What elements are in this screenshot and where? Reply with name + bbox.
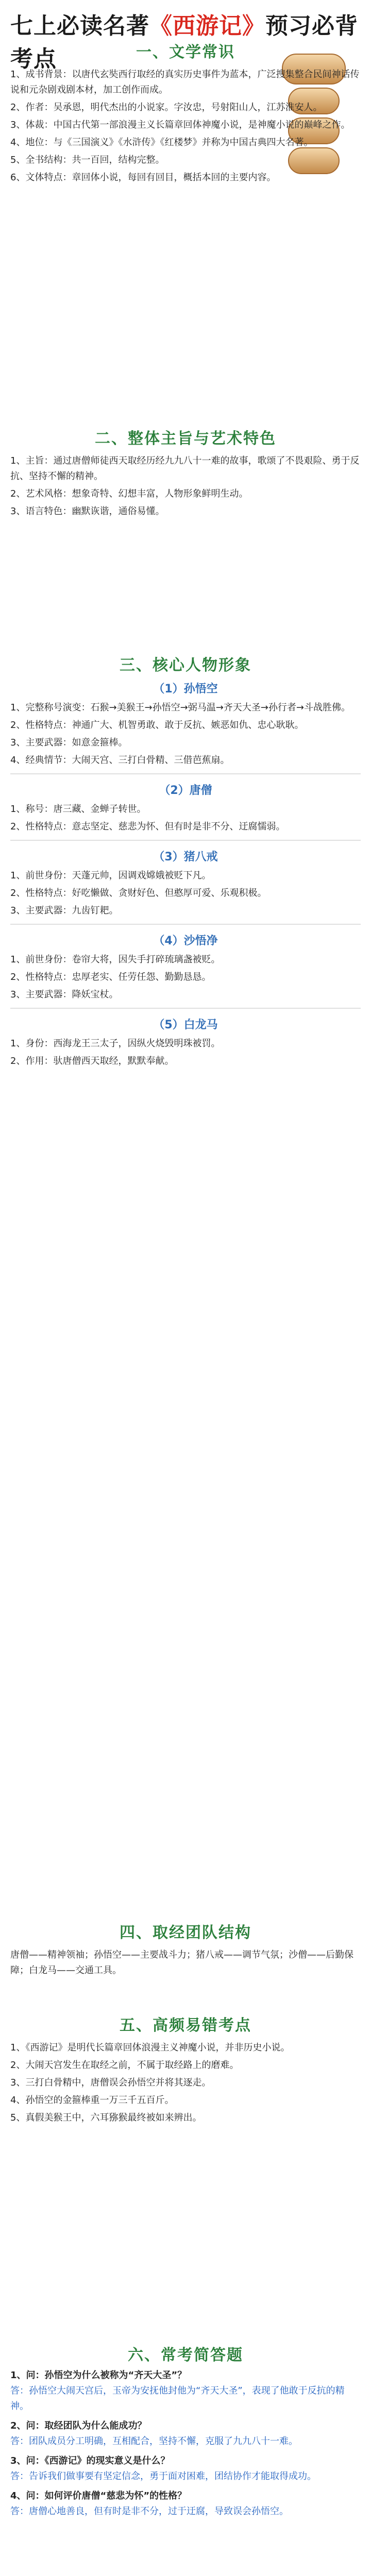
section-1-item-3: 3、体裁：中国古代第一部浪漫主义长篇章回体神魔小说，是神魔小说的巅峰之作。 [10,120,350,130]
qa-question-4: 4、问：如何评价唐僧“慈悲为怀”的性格？ [10,2490,187,2501]
section-2-item-3: 3、语言特色：幽默诙谐，通俗易懂。 [10,506,165,517]
sunwukong-item-4: 4、经典情节：大闹天宫、三打白骨精、三借芭蕉扇。 [10,755,230,766]
title-suffix: 预习必背考点 [10,13,358,72]
section-4-item-1: 唐僧——精神领袖；孙悟空——主要战斗力；猪八戒——调节气氛；沙僧——后勤保障；白龙马——交通工具。 [10,1950,353,1976]
subsection-title-zhubajie: （3）猪八戒 [153,851,218,863]
qa-answer-3: 答：告诉我们做事要有坚定信念，勇于面对困难，团结协作才能取得成功。 [10,2471,316,2482]
section-5-item-4: 4、孙悟空的金箍棒重一万三千五百斤。 [10,2095,174,2106]
section-2-item-1: 1、主旨：通过唐僧师徒西天取经历经九九八十一难的故事，歌颂了不畏艰险、勇于反抗、坚持不懈的精神。 [10,455,360,482]
qa-answer-4: 答：唐僧心地善良，但有时是非不分，过于迂腐，导致误会孙悟空。 [10,2506,289,2517]
title-book: 《西游记》 [149,13,265,39]
tangseng-item-1: 1、称号：唐三藏、金蝉子转世。 [10,804,146,815]
divider [10,924,361,925]
section-1-item-6: 6、文体特点：章回体小说，每回有回目，概括本回的主要内容。 [10,172,276,183]
divider [10,773,361,774]
section-title: 五、高频易错考点 [120,2016,251,2035]
qa-question-1: 1、问：孙悟空为什么被称为“齐天大圣”？ [10,2370,187,2381]
sunwukong-item-1: 1、完整称号演变：石猴→美猴王→孙悟空→弼马温→齐天大圣→孙行者→斗战胜佛。 [10,702,350,713]
qa-question-3: 3、问：《西游记》的现实意义是什么？ [10,2455,170,2466]
section-1-item-4: 4、地位：与《三国演义》《水浒传》《红楼梦》并称为中国古典四大名著。 [10,137,313,148]
section-5-item-1: 1、《西游记》是明代长篇章回体浪漫主义神魔小说，并非历史小说。 [10,2042,290,2053]
section-6 [10,2339,361,2523]
section-title: 四、取经团队结构 [120,1924,251,1942]
section-1-item-5: 5、全书结构：共一百回，结构完整。 [10,155,165,165]
section-title: 一、文学常识 [136,43,235,61]
section-3 [10,649,361,1071]
shawujing-item-2: 2、性格特点：忠厚老实、任劳任怨、勤勤恳恳。 [10,972,211,982]
shawujing-item-1: 1、前世身份：卷帘大将，因失手打碎琉璃盏被贬。 [10,954,221,965]
section-5-item-5: 5、真假美猴王中，六耳猕猴最终被如来辨出。 [10,2112,202,2123]
section-5-item-3: 3、三打白骨精中，唐僧误会孙悟空并将其逐走。 [10,2077,211,2088]
section-1-item-2: 2、作者：吴承恩，明代杰出的小说家。字汝忠，号射阳山人，江苏淮安人。 [10,102,323,113]
zhubajie-item-2: 2、性格特点：好吃懒做、贪财好色、但憨厚可爱、乐观积极。 [10,888,267,899]
qa-answer-1: 答：孙悟空大闹天宫后，玉帝为安抚他封他为“齐天大圣”，表现了他敢于反抗的精神。 [10,2385,345,2412]
section-1-item-1: 1、成书背景：以唐代玄奘西行取经的真实历史事件为蓝本，广泛搜集整合民间神话传说和元杂剧戏剧本材，加工创作而成。 [10,69,360,95]
bailongma-item-1: 1、身份：西海龙王三太子，因纵火烧毁明珠被罚。 [10,1038,221,1049]
zhubajie-item-1: 1、前世身份：天蓬元帅，因调戏嫦娥被贬下凡。 [10,870,211,881]
section-title: 二、整体主旨与艺术特色 [95,430,276,448]
section-1 [10,36,361,188]
sunwukong-item-3: 3、主要武器：如意金箍棒。 [10,737,128,748]
subsection-title-shawujing: （4）沙悟净 [153,935,218,947]
section-5-item-2: 2、大闹天宫发生在取经之前，不属于取经路上的磨难。 [10,2060,239,2071]
section-title: 六、常考简答题 [128,2346,243,2364]
qa-question-2: 2、问：取经团队为什么能成功？ [10,2420,147,2431]
section-4 [10,1917,361,1980]
section-title: 三、核心人物形象 [120,656,251,674]
title-prefix: 七上必读名著 [10,13,149,39]
tangseng-item-2: 2、性格特点：意志坚定、慈悲为怀、但有时是非不分、迂腐懦弱。 [10,821,285,832]
qa-answer-2: 答：团队成员分工明确，互相配合，坚持不懈，克服了九九八十一难。 [10,2436,298,2447]
section-5 [10,2009,361,2128]
divider [10,840,361,841]
section-2 [10,422,361,521]
zhubajie-item-3: 3、主要武器：九齿钉耙。 [10,905,119,916]
divider [10,1008,361,1009]
subsection-title-bailongma: （5）白龙马 [153,1019,218,1031]
sunwukong-item-2: 2、性格特点：神通广大、机智勇敢、敢于反抗、嫉恶如仇、忠心耿耿。 [10,720,304,731]
subsection-title-sunwukong: （1）孙悟空 [153,683,218,696]
shawujing-item-3: 3、主要武器：降妖宝杖。 [10,989,119,1000]
section-2-item-2: 2、艺术风格：想象奇特、幻想丰富，人物形象鲜明生动。 [10,488,248,499]
bailongma-item-2: 2、作用：驮唐僧西天取经，默默奉献。 [10,1056,174,1066]
subsection-title-tangseng: （2）唐僧 [159,784,212,797]
